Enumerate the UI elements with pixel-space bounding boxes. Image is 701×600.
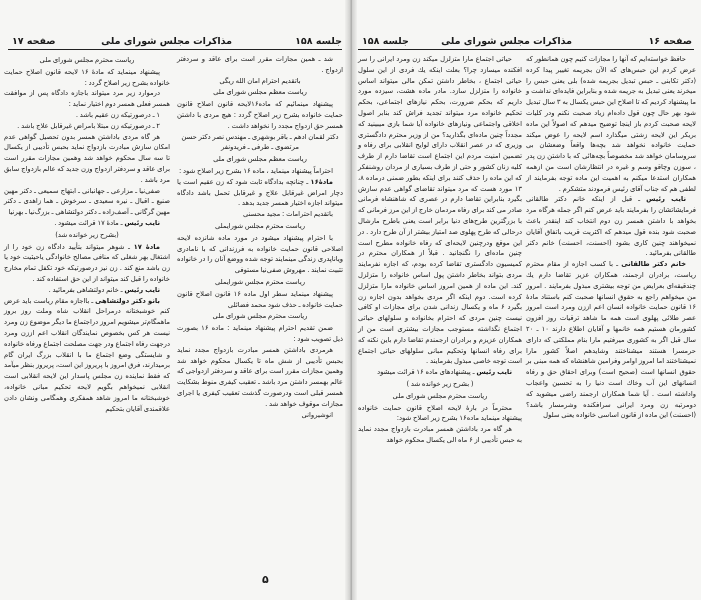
paragraph-text: ریاست محترم مجلس شورای ملی xyxy=(392,391,488,400)
speaker-label: نایب رئیس xyxy=(646,195,686,204)
paragraph-text: محترماً در بارهٔ لایحه اصلاح قانون حمایت خانواده پیشنهاد مینماید ماده۱۶ بشرح زیر اصلاح شود: xyxy=(358,403,522,423)
section-heading xyxy=(4,230,170,241)
paragraph xyxy=(358,403,522,425)
session-number: جلسه ۱۵۸ xyxy=(362,36,409,47)
text-column-left xyxy=(358,54,522,446)
paragraph-text: هر گاه مرد باداشتن همسر مبادرت بازدواج مجدد نماید به حبس تأدیبی از ۶ ماه الی یکسال محکوم خواهد xyxy=(358,425,522,444)
section-heading xyxy=(177,277,343,288)
section-heading xyxy=(4,55,170,66)
paragraph xyxy=(4,110,170,121)
speaker-label: نایب رئیس xyxy=(124,218,160,227)
paragraph-text: ریاست محترم مجلس شورای ملی xyxy=(212,312,308,321)
paragraph xyxy=(4,218,170,229)
paragraph-text: باتقدیم احترامات : مجید محسنی xyxy=(243,210,333,219)
paragraph-text: پیشنهاد مینماید سطر اول ماده ۱۶ قانون اصلاح قانون حمایت خانواده ـ حذف شود محمد فضائلی xyxy=(177,289,343,309)
paragraph-text: ریاست محترم مجلس شورای ملی xyxy=(39,56,135,64)
paragraph-text: پیشنهاد مینماید که مادهٔ ۱۶ لایحه قانون اصلاح حمایت خانواده بشرح زیر اصلاح گردد : xyxy=(4,67,170,87)
speaker-label: نایب رئیس xyxy=(124,285,160,294)
paragraph-text: ریاست محترم مجلس شورایملی xyxy=(215,277,305,286)
session-number: جلسه ۱۵۸ xyxy=(295,36,342,47)
paragraph xyxy=(4,296,170,415)
book-gutter xyxy=(345,0,357,600)
paragraph-text: شد ـ همین مجازات مقرر است برای عاقد و سردفتر ازدواج . xyxy=(177,55,343,74)
right-page-header xyxy=(362,36,692,50)
paragraph-text: ـ چنانچه بدادگاه ثابت شود که زن عقیم است یا دچار امراض غیرقابل علاج و غیرقابل تحمل باشد دادگاه میتواند اجازه اختیار همسر جدید بدهد . xyxy=(177,177,343,208)
paragraph-text: با احترام پیشنهاد میشود در مورد ماده شانزده لایحه اصلاحی قانون حمایت خانواده به فرزندانی که با نامادری ویاناپدری زندگی مینمایند توجه شده ووضع آنان را در خانواده تثبیت نمایند . مهروش صفی‌نیا مستوفی xyxy=(177,233,343,275)
paragraph xyxy=(4,121,170,132)
header-rule xyxy=(8,49,342,50)
left-page-header xyxy=(12,36,342,50)
paragraph-text: ـ با کسب اجازه از مقام محترم ریاست، برادران ارجمند، همکاران عزیز تقاضا دارم یك چندقیقه‌ای بعرایض من توجه بیشتری مبذول بفرمایند . امروز من میخواهم راجع به حقوق انسانها صحبت کنم باستناد مادهٔ ۱۶ قانون حمایت خانواده انسان اعم اززن ومرد است امروز عصر طلائی پهلوی است همه ما شاهد ترقیات روز افزون کشورمان هستیم همه خانمها و آقایان اطلاع دارند ۱۰ ـ ۲۰ سال قبل اگر به کشوری میرفتیم مارا بنام مملکتی که دارای حرمسرا هستند میشناختند وشایدهم اصلاً کشور مارا نمیشناختند اما امروز اوامر وفرامین شاهنشاه که همه مبنی بر حقوق انسانها است (صحیح است) وبرای احقاق حق و رفاه انسانهای این آب وخاك است دنیا را به تحسین واعجاب واداشته است . آیا شما همکاران ارجمند راضی میشوید که دومرتبه زن ومرد ایرانی سرافکنده وشرمسار باشد؟ (احسنت) این ماده از قانون اساسی خانواده یعنی سلول xyxy=(526,260,696,420)
paragraph-text: هر گاه مردی باداشتن همسر بدون تحصیل گواهی عدم امکان سازش مبادرت بازدواج نماید بحبس تأدیبی از یکسال تا سه سال محکوم خواهد شد وهمین مجازات مقرر است برای عاقد و سردفتر ازدواج وزن جدید که عالم بازدواج سابق مرد باشد . xyxy=(4,132,170,184)
section-heading xyxy=(358,391,522,402)
paragraph xyxy=(526,54,696,194)
page-label: صفحه ۱۶ xyxy=(648,36,692,47)
paragraph-text: ـ پیشنهادهای ماده ۱۶ قرائت میشود xyxy=(377,368,477,377)
section-heading xyxy=(177,154,343,165)
paragraph-text: ـ شوهر میتواند بتأیید دادگاه زن خود را از اشتغال بهر شغلی که منافی مصالح خانوادگی یاحیثیت خود یا زن باشد منع کند . زن نیز درصورتیکه خود تکفل تمام مخارج خانواده را قبل کند میتواند از این حق استفاده کند . xyxy=(4,242,170,283)
signatories xyxy=(177,132,343,154)
paragraph-text: ۱ ـ درصورتیکه زن عقیم باشد . xyxy=(75,110,160,119)
paragraph xyxy=(4,67,170,89)
paragraph xyxy=(177,289,343,311)
paragraph-text: درموارد زیر مرد میتواند باجازه دادگاه پس از موافقت همسر فعلی همسر دوم اختیار نماید : xyxy=(4,89,170,109)
paragraph xyxy=(177,99,343,131)
header-title: مذاکرات مجلس شورای ملی xyxy=(101,36,232,47)
page-label: صفحه ۱۷ xyxy=(12,36,56,47)
paragraph xyxy=(358,367,522,378)
paragraph-text: ـ مادهٔ ۱۷ قرائت میشود . xyxy=(54,218,125,227)
paragraph-text: ـ قبل از اینکه خانم دکتر طالقانی فرمایشاتشان را بفرمایند باید عرض کنم اگر جمله هرگاه مرد بخواهد با داشتن همسر زن دوم انتخاب کند اینقدر باعث صحبت شود بنده قول میدهم که اکثریت قریب باتفاق آقایان نمیخواهند چنین کاری بشود (احسنت، احسنت) خانم دکتر طالقانی بفرمائید . xyxy=(526,195,696,258)
speaker-label: خانم دکتر طالقانی xyxy=(621,260,686,269)
paragraph-text: ( بشرح زیر خوانده شد ) xyxy=(406,379,474,388)
left-page xyxy=(0,0,350,600)
paragraph-text: حیاتی اجتماع مارا متزلزل میکند زن ومرد ایرانی را سر افکنده میسازد چرا؟ بعلت اینکه یك فردی از این سلول حیاتی اجتماع ، بخاطر داشتن تمکن مالی میتواند اساس خانواده را متزلزل سازد. مادر ماده هشت، سیزده مورد داریم که بحکم ضرورت، بحکم نیازهای اجتماعی، بحکم تحکیم خانواده مرد میتواند تجدید فراش کند بنابر اصول اخلاقی واجتماعی ونیازهای خانواده آیا شما بازی میبینید که مجدداً چنین ماده‌ای بگذارید؟ من از وزیر محترم دادگستری وزیری که در عصر انقلاب دارای لوایح انقلابی برای رفاه و تضمین امنیت مردم این اجتماع است تقاضا دارم از طرف کلیه زنان کشور و حتی از طرف بسیاری از مردان روشنفکر که این ماده را حذف کنند برای اینکه بطور ضمنی درماده ۸، ۱۳ مورد هست که مرد میتواند تقاضای گواهی عدم سازش بگیرد بنابراین تقاضا دارم در عصری که شاهنشاه فرمانی صادر می کند برای رفاه مردمان خارج از این مرز فرمانی که با بزرگترین طرح‌های دنیا برابر است یعنی باطرح مارشال درحالی که طرح پهلوی صد امتیاز بیشتر از آن طرح دارد . در این موقع ودرچنین لایحه‌ای که رفاه خانواده مطرح است چنین ماده‌ای را نگنجانید . قبلاً از همکاران محترم در کمیسیون دادگستری تقاضا کرده بودم، که اجازه نفرمایند مردی بتواند بخاطر داشتن پول اساس خانواده را متزلزل کند. این ماده از همین امروز اساس خانواده مارا متزلزل کرده است. دوم اینکه اگر مردی بخواهد بدون اجازه زن بگیرد ۶ ماه و یکسال زندانی شدن برای مجازات او کافی نیست چنین مردی که احترام بخانواده و سلولهای حیاتی اجتماع نگذاشته مستوجب مجازات بیشتری است من از همکاران عزیزم و برادران ارجمندم تقاضا دارم باین نکته که برای رفاه انسانها وتحکیم مبانی سلولهای حیاتی اجتماع است توجه خاصی مبذول بفرمایند . xyxy=(358,55,522,366)
paragraph-text: ریاست معظم مجلس شورای ملی xyxy=(213,88,307,97)
paragraph xyxy=(358,424,522,446)
paragraph-text: (بشرح زیر خوانده شد) xyxy=(55,230,119,239)
paragraph xyxy=(177,54,343,76)
paragraph-text: باتقدیم احترام امان الله ریگی xyxy=(219,76,301,85)
paragraph xyxy=(358,54,522,367)
paragraph-text: صفی‌نیا ـ مزارعی ـ جهانبانی ـ ابتهاج سمیعی ـ دکتر مهین صنیع ـ اقبال ـ نیره سعیدی ـ سرخوش ـ هما زاهدی ـ دکتر مهین گرگانی ـ آصف‌زاده ـ دکتر دولتشاهی ـ بزرگ‌نیا ـ بهرنیا xyxy=(4,186,170,217)
paragraph xyxy=(177,166,343,177)
paragraph-text: ۲ ـ درصورتیکه زن مبتلا بامراض غیرقابل علاج باشد . xyxy=(17,121,160,130)
paragraph xyxy=(4,88,170,110)
paragraph xyxy=(4,285,170,296)
paragraph-text: حافظ خواسته‌ایم که آنها را مجازات کنیم چون همانطور که عرض کردم این حبس‌های که الآن بجریمه تغییر پیدا کرده (دکتر تکابنی ـ حبس تبدیل بجریمه شده) بلی یعنی حبس را میخرند یعنی تبدیل به جریمه شده و بنابراین فایده‌ای نداشت و ما پیشنهاد کردیم که تا اصلاح این حبس یکسال به ۳ سال تبدیل شود بهر حال چون قول داده‌ام زیاد صحبت نکنم ودر کلیات لایحه صحبت کردم باز اینجا توضیح میدهم که اصولاً این ماده بریکر این لایحه زشتی میگذارد اسم لایحه را عوض میکند حمایت خانواده نخواهد شد بچه‌ها واقعاً وضعشان بی سروسامان خواهد شد مخصوصاً بچه‌هائی که با داشتن زن پدر ، سوزن وچاقو وسم و غیره در انتظارشان است من ازهمه همکاران استدعا میکنم به اهمیت این ماده توجه بفرمایند از لطفی هم که جناب آقای رئیس فرمودند متشکرم . xyxy=(526,55,696,193)
paragraph xyxy=(526,194,696,259)
paragraph xyxy=(177,233,343,276)
paragraph-text: پیشنهاد مینمائیم که ماده۱۶لایحه قانون اصلاح قانون حمایت خانواده بشرح زیر اصلاح گردد : هیچ مردی با داشتن همسر حق ازدواج مجدد را نخواهد داشت . xyxy=(177,100,343,130)
paragraph xyxy=(177,177,343,209)
speaker-label: نایب رئیس xyxy=(476,368,512,377)
speaker-label: بانو دکتر دولتشاهی xyxy=(95,296,160,305)
paragraph xyxy=(177,410,343,421)
right-page xyxy=(350,0,701,600)
paragraph xyxy=(177,323,343,345)
section-heading xyxy=(177,221,343,232)
paragraph xyxy=(4,186,170,218)
speaker-label: مادهٔ ۱۷ xyxy=(133,242,160,251)
paragraph xyxy=(4,242,170,285)
text-column-right xyxy=(526,54,696,421)
paragraph-text: ـ خانم دولتشاهی بفرمائید . xyxy=(48,285,125,294)
paragraph-text: ریاست معظم مجلس شورای ملی xyxy=(213,155,307,164)
paragraph xyxy=(177,345,343,410)
paragraph xyxy=(177,209,343,220)
signatories xyxy=(177,76,343,87)
header-rule xyxy=(358,49,694,50)
text-column-right xyxy=(177,54,343,420)
paragraph xyxy=(526,259,696,421)
text-column-left xyxy=(4,54,170,414)
paragraph-text: احتراماً پیشنهاد مینماید ، ماده ۱۶ بشرح زیر اصلاح شود : xyxy=(178,166,333,175)
paragraph-text: ضمن تقدیم احترام پیشنهاد مینماید : ماده ۱۶ بصورت ذیل تصویب شود : xyxy=(177,324,343,343)
page-number: ۵ xyxy=(262,573,269,586)
paragraph-text: دکتر لقمان ادهم ـ باقر بوشهری ـ مهندس نصر دکتر حسن مرتضوی ـ طرفی ـ فریدونفر xyxy=(181,132,339,152)
section-heading xyxy=(177,311,343,322)
paragraph-text: انوشیروانی xyxy=(301,410,333,419)
paragraph xyxy=(4,132,170,186)
header-title: مذاکرات مجلس شورای ملی xyxy=(441,36,572,47)
paragraph-text: ـ بااجازه مقام ریاست باید عرض کنم خوشبختانه درمراحل انقلاب شاه وملت روز بروز ماهمگام‌تر میشویم امروز دراجتماع ما دیگر موضوع زن ومرد نیست هر کس بخصوص نمایندگان انقلاب اعم اززن ومرد درجهت رفاه اجتماع ودر جهت مصلحت اجتماع ورفاه خانواده و شایستگی وضع اجتماع ما با انقلاب بزرگ ایران گام برمیدارند، فرق امروز با پریروز این است، پریروز بنظر میآمد که فقط نماینده زن مجلس پاسدار این لایحه انقلابی است انقلابی نمیخواهم بگویم لایحه تحکیم مبانی خانواده، خوشبختانه ما امروز شاهد همفکری وهمگامی ونشان دادن علاقمندی آقایان بتحکیم xyxy=(4,296,170,413)
paragraph-text: ریاست محترم مجلس شورایملی xyxy=(215,221,305,230)
section-heading xyxy=(358,379,522,390)
paragraph-text: هرمردی باداشتن همسر مبادرت بازدواج مجدد نماید بحبس تأدیبی از شش ماه تا یکسال محکوم خواهد شد وهمین مجازات مقرر است برای عاقد و سردفتر ازدواجی که عالم بهمسر داشتن مرد باشد ـ تعقیب کیفری منوط بشکایت همسر قبلی است ودرصورت گذشت تعقیب کیفری یا اجرای مجازات موقوف خواهد شد . xyxy=(177,345,343,408)
speaker-label: مادهٔ۱۶ xyxy=(310,177,333,186)
section-heading xyxy=(177,87,343,98)
